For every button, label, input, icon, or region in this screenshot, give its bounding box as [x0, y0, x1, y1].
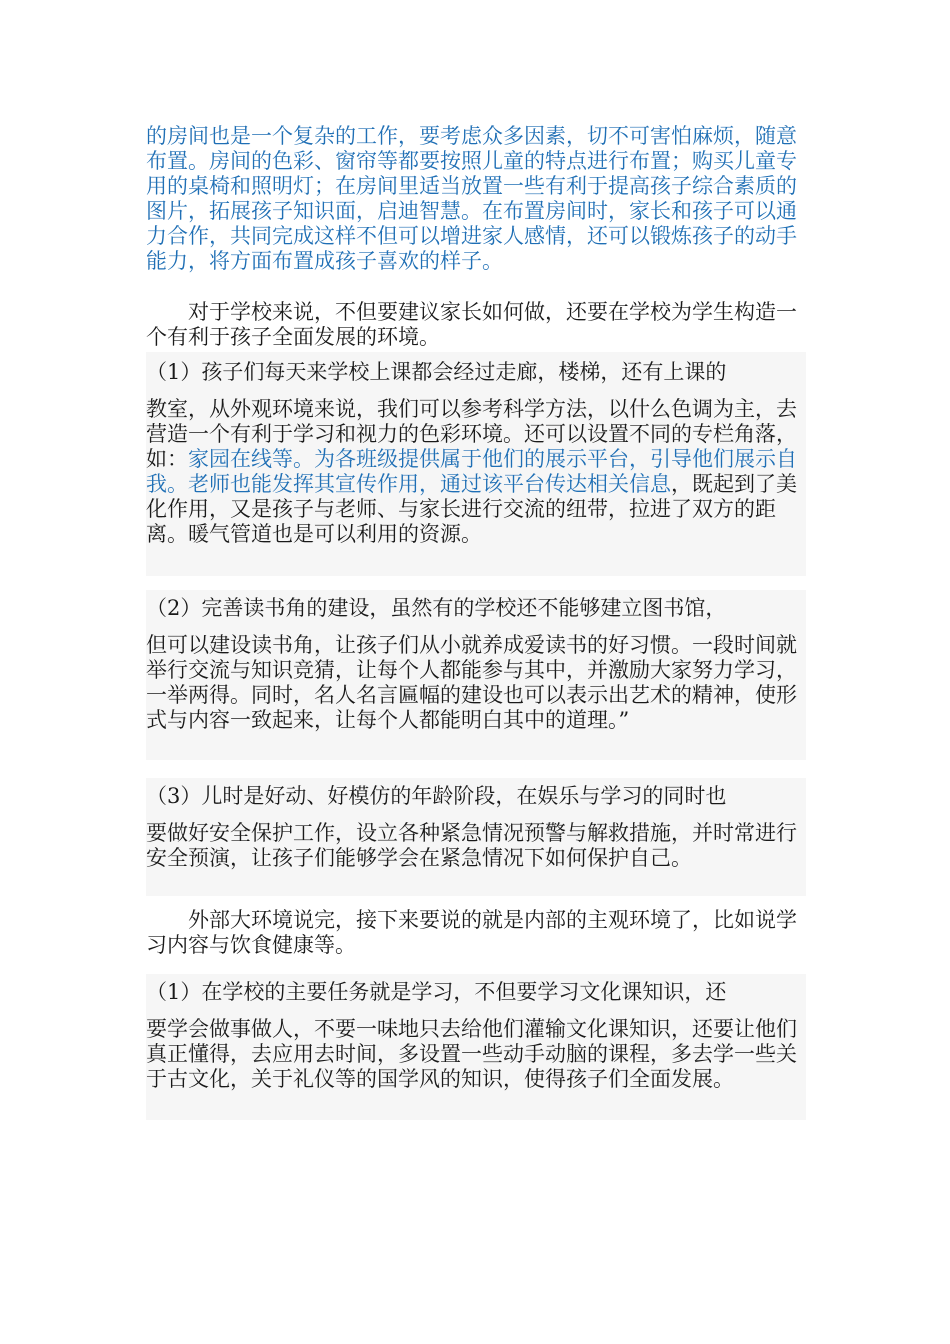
item-1-body	[146, 397, 806, 547]
item-3-block	[146, 778, 806, 896]
item-4-first-line: （1）在学校的主要任务就是学习，不但要学习文化课知识，还	[146, 980, 727, 1004]
item-3-body: 要做好安全保护工作，设立各种紧急情况预警与解救措施，并时常进行安全预演，让孩子们能够学会在紧急情况下如何保护自己。	[146, 821, 797, 870]
item-2-first-line: （2）完善读书角的建设，虽然有的学校还不能够建立图书馆，	[146, 596, 727, 620]
item-1-block	[146, 352, 806, 576]
school-paragraph	[146, 300, 806, 350]
inner-paragraph-text: 外部大环境说完，接下来要说的就是内部的主观环境了，比如说学习内容与饮食健康等。	[146, 908, 797, 957]
item-2-block	[146, 590, 806, 760]
school-paragraph-text: 对于学校来说，不但要建议家长如何做，还要在学校为学生构造一个有利于孩子全面发展的环境。	[146, 300, 797, 349]
intro-blue-text: 的房间也是一个复杂的工作，要考虑众多因素，切不可害怕麻烦，随意布置。房间的色彩、窗帘等都要按照儿童的特点进行布置；购买儿童专用的桌椅和照明灯；在房间里适当放置一些有利于提高孩子综合素质的图片，拓展孩子知识面，启迪智慧。在布置房间时，家长和孩子可以通力合作，共同完成这样不但可以增进家人感情，还可以锻炼孩子的动手能力，将方面布置成孩子喜欢的样子。	[146, 124, 797, 273]
item-1-first-line: （1）孩子们每天来学校上课都会经过走廊，楼梯，还有上课的	[146, 360, 727, 384]
item-2-body: 但可以建设读书角，让孩子们从小就养成爱读书的好习惯。一段时间就举行交流与知识竞猜，让每个人都能参与其中，并激励大家努力学习，一举两得。同时，名人名言匾幅的建设也可以表示出艺术的精神，使形式与内容一致起来，让每个人都能明白其中的道理。”	[146, 633, 797, 732]
intro-paragraph	[146, 124, 806, 274]
item-1-body-part-a: 教室，从外观环境来说，我们可以参考科学方法，以什么色调为主，去营造一个有利于学习和视力的色彩环境。还可以设置不同的专栏角落，如：	[146, 397, 797, 471]
item-4-block	[146, 974, 806, 1120]
item-3-first-line: （3）儿时是好动、好模仿的年龄阶段，在娱乐与学习的同时也	[146, 784, 727, 808]
item-1-body-blue: 家园在线等。为各班级提供属于他们的展示平台，引导他们展示自我。老师也能发挥其宣传作用，通过该平台传达相关信息	[146, 447, 797, 496]
item-4-body: 要学会做事做人，不要一味地只去给他们灌输文化课知识，还要让他们真正懂得，去应用去时间，多设置一些动手动脑的课程，多去学一些关于古文化，关于礼仪等的国学风的知识，使得孩子们全面发展。	[146, 1017, 797, 1091]
inner-paragraph	[146, 908, 806, 958]
item-1-body-part-b: ，既起到了美化作用，又是孩子与老师、与家长进行交流的纽带，拉进了双方的距离。暖气管道也是可以利用的资源。	[146, 472, 797, 546]
